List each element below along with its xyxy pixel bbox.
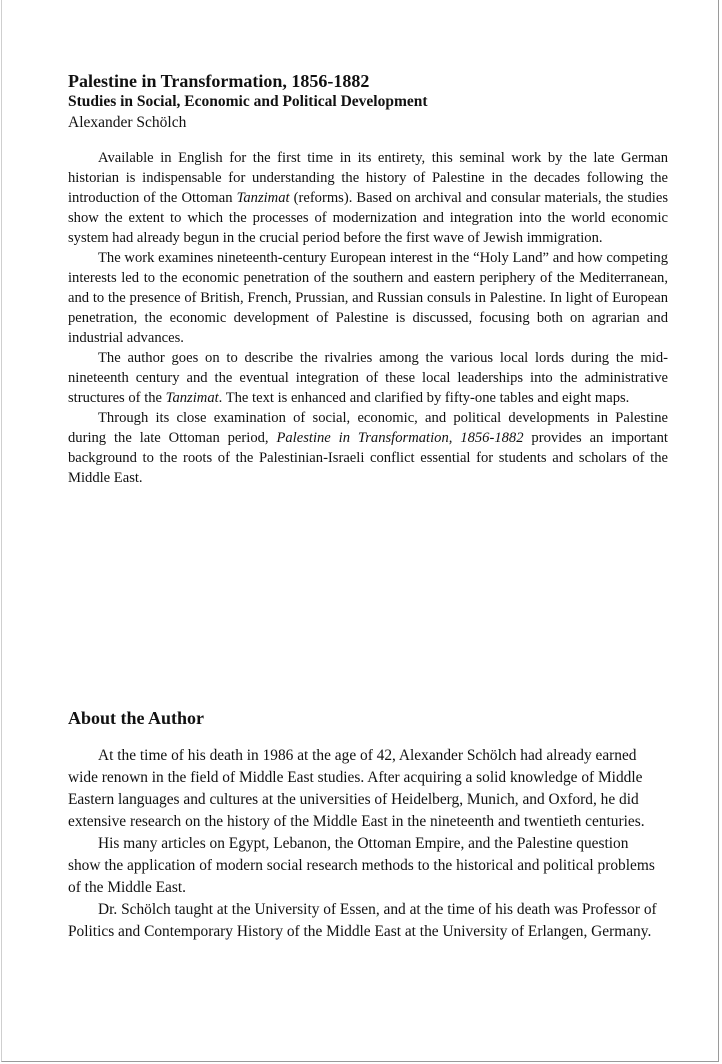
about-paragraph-1: At the time of his death in 1986 at the age of 42, Alexander Schölch had already earned wide renown in the field of Middle East studies. After acquiring a solid knowledge of Middle Eastern languages and cultures at the universities of Heidelberg, Munich, and Oxford, he did extensive research on the history of the Middle East in the nineteenth and twentieth centuries. bbox=[68, 747, 645, 830]
p4-text-a: Through its close examination of social, economic, and political developments in Palestine during the late Ottoman period, bbox=[68, 410, 668, 446]
about-author-section bbox=[68, 707, 664, 943]
book-subtitle: Studies in Social, Economic and Political Development bbox=[68, 93, 428, 110]
book-description-section bbox=[68, 70, 668, 488]
book-title: Palestine in Transformation, 1856-1882 bbox=[68, 71, 370, 91]
description-paragraph-1 bbox=[68, 148, 668, 248]
about-paragraph-2: His many articles on Egypt, Lebanon, the Ottoman Empire, and the Palestine question show the application of modern social research methods to the historical and political problems of the Middle East. bbox=[68, 835, 655, 896]
about-paragraph-3: Dr. Schölch taught at the University of Essen, and at the time of his death was Professor of Politics and Contemporary History of the Middle East at the University of Erlangen, Germany. bbox=[68, 901, 657, 940]
description-paragraph-3 bbox=[68, 348, 668, 408]
p3-text-a: The author goes on to describe the rivalries among the various local lords during the mid-nineteenth century and the eventual integration of these local leaderships into the administrative structures of the bbox=[68, 350, 668, 406]
p1-italic-term: Tanzimat bbox=[236, 190, 290, 206]
description-paragraph-4 bbox=[68, 408, 668, 488]
about-author-heading: About the Author bbox=[68, 708, 205, 728]
p3-text-b: . The text is enhanced and clarified by fifty-one tables and eight maps. bbox=[218, 390, 630, 406]
description-body bbox=[68, 148, 668, 488]
p1-text-b: (reforms). Based on archival and consular materials, the studies show the extent to which the processes of modernization and integration into the world economic system had already begun in the crucial period before the first wave of Jewish immigration. bbox=[68, 190, 668, 246]
p4-text-b: provides an important background to the roots of the Palestinian-Israeli conflict essential for students and scholars of the Middle East. bbox=[68, 430, 668, 486]
description-paragraph-2: The work examines nineteenth-century European interest in the “Holy Land” and how competing interests led to the economic penetration of the southern and eastern periphery of the Mediterranean, and to the presence of British, French, Prussian, and Russian consuls in Palestine. In light of European penetration, the economic development of Palestine is discussed, focusing both on agrarian and industrial advances. bbox=[68, 250, 668, 346]
p1-text-a: Available in English for the first time in its entirety, this seminal work by the late German historian is indispensable for understanding the history of Palestine in the decades following the introduction of the Ottoman bbox=[68, 150, 668, 206]
p4-italic-title: Palestine in Transformation, 1856-1882 bbox=[276, 430, 524, 446]
book-author: Alexander Schölch bbox=[68, 114, 187, 131]
document-page bbox=[1, 0, 719, 1062]
p3-italic-term: Tanzimat bbox=[165, 390, 219, 406]
